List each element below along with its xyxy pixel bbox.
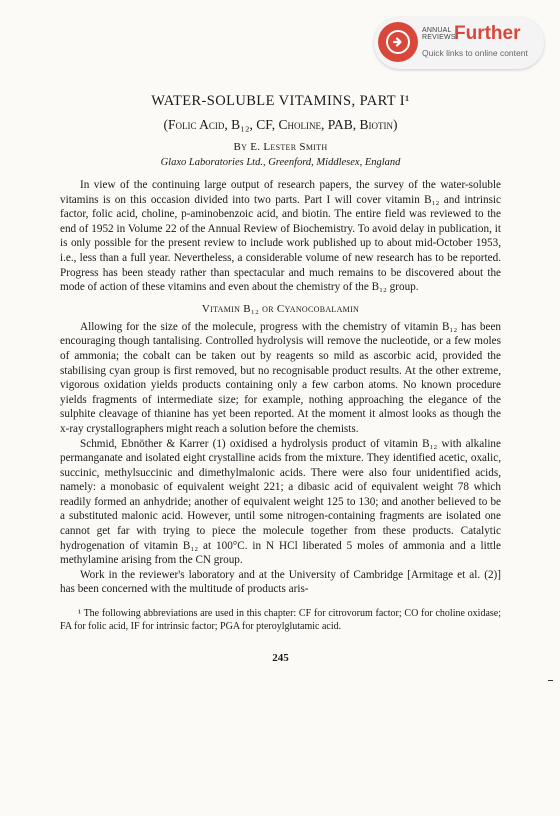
further-badge[interactable] (374, 17, 544, 69)
b12-paragraph-2: Schmid, Ebnöther & Karrer (1) oxidised a hydrolysis product of vitamin B₁₂ with alkaline permanganate and isolated eight crystalline acids from the mixture. They identified acetic, oxalic, succinic, methylsuccinic and dimethylmalonic acids. There were also four unidentified acids, namely: a monobasic of equivalent weight 221; a dibasic acid of equivalent weight 78 which readily formed an anhydride; another of equivalent weight 125 to 130; and another believed to be a substituted malonic acid. However, until some nitrogen-containing fragments are isolated one cannot get far with trying to piece the molecule together from these products. Catalytic hydrogenation of vitamin B₁₂ at 100°C. in N HCl liberated 5 moles of ammonia and a little methylamine arising from the CN group. (60, 437, 501, 567)
page-number: 245 (272, 651, 289, 664)
b12-paragraph-3: Work in the reviewer's laboratory and at the University of Cambridge [Armitage et al. (2)] has been concerned with the multitude of products aris- (60, 568, 501, 596)
badge-tagline[interactable]: Quick links to online content (422, 48, 528, 58)
badge-brand: Further (454, 23, 521, 44)
article-author: By E. Lester Smith (233, 141, 328, 153)
further-logo-icon (378, 22, 418, 62)
article-body (60, 92, 501, 664)
section-heading: Vitamin B₁₂ or Cyanocobalamin (201, 302, 360, 315)
b12-paragraph-1: Allowing for the size of the molecule, progress with the chemistry of vitamin B₁₂ has been encouraging though tantalising. Controlled hydrolysis will remove the nucleotide, or a few moles of ammonia; the cobalt can be taken out by reagents so mild as ascorbic acid, provided the stabilising cyan group is first removed, but no recognisable product results. At the other extreme, vigorous oxidation yields products containing only a few carbon atoms. No known procedure yields fragments of intermediate size; for example, nothing approaching the elegance of the sulphite cleavage of thianine has yet been reported. At the moment it almost looks as though the x-ray crystallographers might reach a solution before the chemists. (60, 320, 501, 435)
article-subtitle: (Folic Acid, B₁₂, CF, Choline, PAB, Biotin) (163, 117, 398, 132)
article-title: WATER-SOLUBLE VITAMINS, PART I¹ (151, 93, 410, 109)
badge-publisher: ANNUAL REVIEWS (422, 26, 456, 41)
article-affiliation: Glaxo Laboratories Ltd., Greenford, Middlesex, England (160, 157, 401, 168)
intro-paragraph: In view of the continuing large output of research papers, the survey of the water-soluble vitamins is on this occasion divided into two parts. Part I will cover vitamin B₁₂ and intrinsic factor, folic acid, choline, p-aminobenzoic acid, and biotin. The entire field was reviewed to the end of 1952 in Volume 22 of the Annual Review of Biochemistry. To avoid delay in publication, it is only possible for the present review to include work published up to about mid-October 1953, i.e., less than a full year. Nevertheless, a considerable volume of new research has to be reported. Progress has been steady rather than spectacular and much remains to be discovered about the mode of action of these vitamins and even about the chemistry of the B₁₂ group. (60, 179, 501, 294)
margin-mark (548, 680, 553, 681)
footnote: ¹ The following abbreviations are used in this chapter: CF for citrovorum factor; CO for choline oxidase; FA for folic acid, IF for intrinsic factor; PGA for pteroylglutamic acid. (60, 608, 501, 632)
